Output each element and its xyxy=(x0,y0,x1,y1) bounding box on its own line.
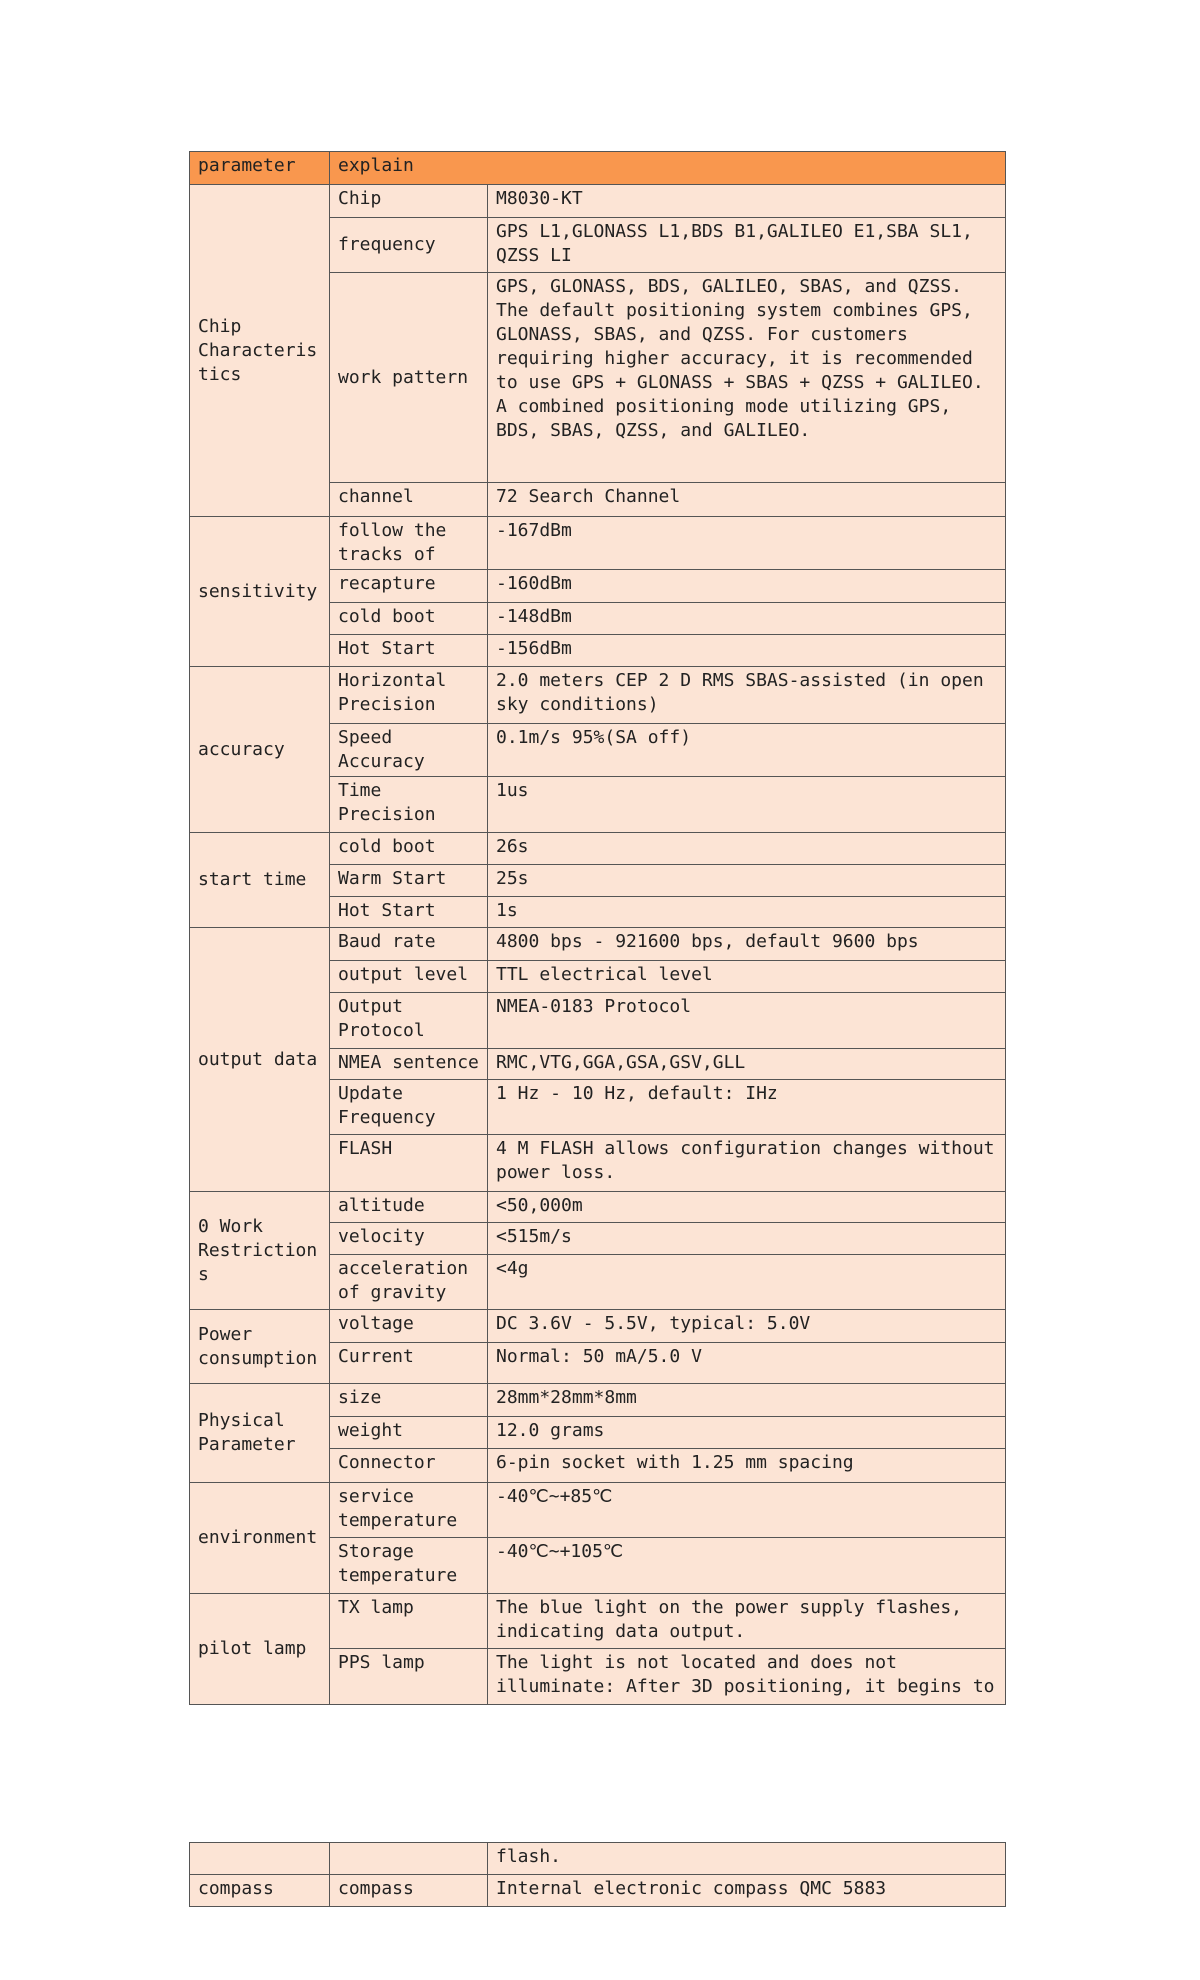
row-value: NMEA-0183 Protocol xyxy=(488,993,1006,1049)
group-environment: environment xyxy=(190,1483,330,1594)
row-label: compass xyxy=(330,1875,488,1907)
row-label: output level xyxy=(330,961,488,993)
row-label: follow the tracks of xyxy=(330,517,488,570)
row-value: DC 3.6V - 5.5V, typical: 5.0V xyxy=(488,1310,1006,1343)
group-start-time: start time xyxy=(190,833,330,928)
row-label: velocity xyxy=(330,1223,488,1255)
row-label: Hot Start xyxy=(330,897,488,928)
group-compass: compass xyxy=(190,1875,330,1907)
row-label: frequency xyxy=(330,218,488,273)
row-value: 1us xyxy=(488,777,1006,833)
row-value: TTL electrical level xyxy=(488,961,1006,993)
row-value xyxy=(488,273,1006,483)
row-label: cold boot xyxy=(330,833,488,865)
row-label: size xyxy=(330,1384,488,1417)
row-value: 1 Hz - 10 Hz, default: IHz xyxy=(488,1080,1006,1135)
group-output-data: output data xyxy=(190,928,330,1192)
table-row xyxy=(190,1875,1006,1907)
row-value: 72 Search Channel xyxy=(488,483,1006,517)
table-header-row xyxy=(190,152,1006,185)
table-row xyxy=(190,1192,1006,1223)
row-value: -148dBm xyxy=(488,603,1006,635)
row-value: -160dBm xyxy=(488,570,1006,603)
row-label: service temperature xyxy=(330,1483,488,1538)
row-value: 1s xyxy=(488,897,1006,928)
row-value: 2.0 meters CEP 2 D RMS SBAS-assisted (in open sky conditions) xyxy=(488,667,1006,724)
row-value: 25s xyxy=(488,865,1006,897)
row-value: 4 M FLASH allows configuration changes without power loss. xyxy=(488,1135,1006,1192)
table-row xyxy=(190,833,1006,865)
row-label: Time Precision xyxy=(330,777,488,833)
group-work-restrictions: 0 Work Restrictions xyxy=(190,1192,330,1310)
row-label: voltage xyxy=(330,1310,488,1343)
group-physical: Physical Parameter xyxy=(190,1384,330,1483)
row-value: RMC,VTG,GGA,GSA,GSV,GLL xyxy=(488,1049,1006,1080)
table-row xyxy=(190,1483,1006,1538)
group-sensitivity: sensitivity xyxy=(190,517,330,667)
row-value: M8030-KT xyxy=(488,185,1006,218)
row-value: <515m/s xyxy=(488,1223,1006,1255)
row-value: 6-pin socket with 1.25 mm spacing xyxy=(488,1449,1006,1483)
row-value: 26s xyxy=(488,833,1006,865)
row-label: channel xyxy=(330,483,488,517)
work-pattern-text: GPS, GLONASS, BDS, GALILEO, SBAS, and QZSS. The default positioning system combines GPS, GLONASS, SBAS, and QZSS. For customers requiring higher accuracy, it is recommended to use GPS + GLONASS + SBAS + QZSS + GALILEO. xyxy=(496,276,984,393)
row-label: recapture xyxy=(330,570,488,603)
spec-table-continued xyxy=(189,1842,1006,1907)
row-value: 0.1m/s 95%(SA off) xyxy=(488,724,1006,777)
row-label: Output Protocol xyxy=(330,993,488,1049)
row-label: Baud rate xyxy=(330,928,488,961)
row-label: altitude xyxy=(330,1192,488,1223)
work-pattern-text-2: A combined positioning mode utilizing GPS, BDS, SBAS, QZSS, and GALILEO. xyxy=(496,396,952,441)
group-pilot-lamp: pilot lamp xyxy=(190,1594,330,1705)
row-value: -40℃~+105℃ xyxy=(488,1538,1006,1594)
row-label: Horizontal Precision xyxy=(330,667,488,724)
row-label: TX lamp xyxy=(330,1594,488,1649)
table-row xyxy=(190,185,1006,218)
row-label: Update Frequency xyxy=(330,1080,488,1135)
row-value: GPS L1,GLONASS L1,BDS B1,GALILEO E1,SBA SL1, QZSS LI xyxy=(488,218,1006,273)
row-label: acceleration of gravity xyxy=(330,1255,488,1310)
row-label: Storage temperature xyxy=(330,1538,488,1594)
row-label: PPS lamp xyxy=(330,1649,488,1705)
table-row xyxy=(190,1843,1006,1875)
row-value: The blue light on the power supply flashes, indicating data output. xyxy=(488,1594,1006,1649)
row-value: Internal electronic compass QMC 5883 xyxy=(488,1875,1006,1907)
row-label: Speed Accuracy xyxy=(330,724,488,777)
row-label: Current xyxy=(330,1343,488,1384)
table-row xyxy=(190,1310,1006,1343)
row-label: weight xyxy=(330,1417,488,1449)
row-value: Normal: 50 mA/5.0 V xyxy=(488,1343,1006,1384)
row-label: Warm Start xyxy=(330,865,488,897)
row-value: -40℃~+85℃ xyxy=(488,1483,1006,1538)
row-value: flash. xyxy=(488,1843,1006,1875)
row-label: FLASH xyxy=(330,1135,488,1192)
table-row xyxy=(190,1384,1006,1417)
row-value: The light is not located and does not illuminate: After 3D positioning, it begins to xyxy=(488,1649,1006,1705)
row-label: Connector xyxy=(330,1449,488,1483)
row-value: 28mm*28mm*8mm xyxy=(488,1384,1006,1417)
row-value: <4g xyxy=(488,1255,1006,1310)
table-row xyxy=(190,667,1006,724)
table-row xyxy=(190,928,1006,961)
group-chip: Chip Characteristics xyxy=(190,185,330,517)
group-accuracy: accuracy xyxy=(190,667,330,833)
row-label: NMEA sentence xyxy=(330,1049,488,1080)
table-row xyxy=(190,517,1006,570)
header-explain: explain xyxy=(330,152,1006,185)
spec-table xyxy=(189,151,1006,1705)
row-label: work pattern xyxy=(330,273,488,483)
row-value: -167dBm xyxy=(488,517,1006,570)
row-group-empty xyxy=(190,1843,330,1875)
row-label: Hot Start xyxy=(330,635,488,667)
header-parameter: parameter xyxy=(190,152,330,185)
row-label: cold boot xyxy=(330,603,488,635)
row-value: <50,000m xyxy=(488,1192,1006,1223)
row-value: 4800 bps - 921600 bps, default 9600 bps xyxy=(488,928,1006,961)
row-label-empty xyxy=(330,1843,488,1875)
row-value: 12.0 grams xyxy=(488,1417,1006,1449)
table-row xyxy=(190,1594,1006,1649)
row-label: Chip xyxy=(330,185,488,218)
group-power: Power consumption xyxy=(190,1310,330,1384)
row-value: -156dBm xyxy=(488,635,1006,667)
